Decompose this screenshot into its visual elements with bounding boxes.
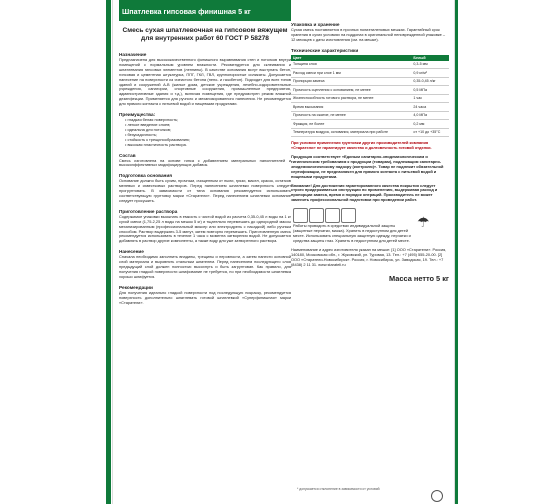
table-row: [291, 61, 449, 69]
manufacturer-text: Наименование и адрес изготовителя указан на мешке: [1] ООО «Старатели». Россия, 140180, Московская обл., г. Жуковский, ул. Туровая, 13. Тел.: +7 (495) 555-20-00. [2] ООО «Старатели-Новосибирск». Россия, г. Новосибирск, ул. Заводская, 19. Тел.: +7 (8438) 2 11 31. www.starateli.ru: [291, 247, 447, 267]
recommend-text: Для получения идеально гладкой поверхности под последующую покраску, рекомендуется поверхность дополнительно шпатлевать готовой шпатлевкой «Суперфинишная» марки «Старатели».: [119, 289, 291, 305]
table-cell: Прочность сцепления с основанием, не менее: [291, 86, 411, 95]
tech-table: [291, 55, 449, 138]
list-item: • идеальна для потолков;: [125, 128, 291, 133]
logo-icon: [431, 490, 443, 502]
prep-base-text: Основание должно быть сухим, прочным, очищенным от пыли, грязи, масел, красок, остатков мелевых и известковых растворов. Перед нанесением шпатлевки поверхность следует прогрунтовать. В зависимости от типа основания рекомендуется использовать соответствующую грунтовку марки «Старатели». Перед нанесением шпатлевки основание следует просушить.: [119, 178, 291, 203]
table-row: [291, 94, 449, 103]
tech-heading: Технические характеристики: [291, 47, 359, 53]
table-cell: Прочность на сжатие, не менее: [291, 111, 411, 120]
right-column: [291, 0, 449, 283]
storage-text: Сухая смесь поставляется в прочных полиэтиленовых мешках. Гарантийный срок хранения в сухих условиях на поддонах в оригинальной неповрежденной упаковке – 12 месяцев с даты изготовления (см. на мешке).: [291, 27, 446, 42]
table-cell: Толщина слоя: [291, 61, 411, 69]
table-cell: Пропорции замеса: [291, 77, 411, 86]
table-cell: Температура воздуха, основания, материала при работе: [291, 128, 411, 137]
child-warning-icon: [341, 208, 356, 223]
advantages-list: [119, 118, 291, 147]
advantages-heading: Преимущества:: [119, 112, 156, 118]
table-cell: 0,9 кг/м²: [411, 69, 449, 78]
safety-icons: [291, 206, 449, 246]
table-row: [291, 128, 449, 137]
page-title: Шпатлевка гипсовая финишная 5 кг: [119, 0, 291, 21]
prep-mix-heading: Приготовление раствора: [119, 208, 178, 214]
table-row: [291, 103, 449, 112]
table-cell: Расход смеси при слое 1 мм: [291, 69, 411, 78]
apply-text: Сначала необходимо заполнить впадины, трещины и неровности, а затем нанести основной слой материала и выровнять стальным шпателем. Перед нанесением последующего слоя предыдущий слой должен полностью высохнуть и быть загрунтован. Как правило, для получения гладкой поверхности шлифование не требуется, но при необходимости шпатлевка хорошо шлифуется.: [119, 254, 291, 279]
table-cell: 4,0 МПа: [411, 111, 449, 120]
table-cell: 24 часа: [411, 103, 449, 112]
table-cell: 0,3-5 мм: [411, 61, 449, 69]
table-cell: 0,35-0,45 л/кг: [411, 77, 449, 86]
composition-heading: Состав: [119, 152, 136, 158]
safety-text: Работы проводить в средствах индивидуальной защиты (защитные перчатки, маска). Хранить в недоступном для детей месте. Использовать специальную защитную одежду, перчатки и средства защиты глаз. Хранить в недоступном для детей месте.: [293, 223, 411, 243]
prep-mix-text: Содержимое упаковки высыпать в емкость с чистой водой из расчета 0,35-0,45 л воды на 1 кг сухой смеси (1,75-2,25 л воды на мешок 5 кг) и тщательно перемешать до однородной массы механизированным (профессиональный миксер или электродрель с насадкой) либо ручным способом. Раствор выдержать 3-5 минут, затем повторно перемешать. Приготовленную смесь рекомендуется использовать в течение 1 часа с момента затворения водой. Не допускается добавлять в раствор другие компоненты, а также воду для уже затворенного раствора.: [119, 213, 291, 244]
goggles-icon: [309, 208, 324, 223]
certification-text: Продукция соответствует «Единым санитарно-эпидемиологическим и гигиеническим требованиям к продукции (товарам), подлежащим санитарно-эпидемиологическому надзору (контролю)». Товар не подлежит обязательной сертификации, не предназначен для прямого контакта с питьевой водой и пищевыми продуктами.: [291, 154, 444, 179]
purpose-heading: Назначение: [119, 52, 147, 57]
table-row: [291, 69, 449, 78]
warning-text: При условии применения грунтовки других производителей компания «Старатели» не гарантирует качество и долговечность готовой отделки.: [291, 140, 432, 151]
table-cell: 1 час: [411, 94, 449, 103]
purpose-text: Предназначена для высококачественного финишного выравнивания стен и потолков внутри помещений с нормальным уровнем влажности. Рекомендуется для склеивания и шпатлевания гипсовых элементов (лепнины). В качестве основания могут выступать бетон, гипсовая и цементная штукатурка, ППГ, ГКЛ, ГВЛ, крупнопористые силикаты. Допускается нанесение на поверхности из ячеистого бетона (пено- и газобетон). Подходит для всех типов зданий и сооружений А-В (жилые дома, детские учреждения, лечебно-оздоровительные учреждения, санатории, спортивные сооружения, промышленные предприятия, административные здания и т.д.), включая помещения, где предусмотрен режим влажной дезинфекции. Применяется для ручного и механизированного нанесения. Не рекомендуется для прямого контакта с питьевой водой и пищевыми продуктами.: [119, 57, 291, 107]
table-row: [291, 120, 449, 129]
table-cell: 0,5 МПа: [411, 86, 449, 95]
table-header-cell: Цвет: [291, 55, 411, 61]
storage-heading: Упаковка и хранение: [291, 22, 340, 27]
table-cell: 0,2 мм: [411, 120, 449, 129]
product-title: Смесь сухая шпатлевочная на гипсовом вяжущем для внутренних работ 60 ГОСТ Р 58278: [122, 27, 288, 42]
table-cell: Время высыхания: [291, 103, 411, 112]
recommend-heading: Рекомендации: [119, 284, 153, 290]
keep-dry-icon: ☂: [417, 214, 430, 231]
table-cell: Жизнеспособность готового раствора, не менее: [291, 94, 411, 103]
table-cell: Фракция, не более: [291, 120, 411, 129]
footnote: * допускается отклонение в зависимости от условий: [297, 487, 380, 491]
list-item: • высокая пластичность раствора.: [125, 143, 291, 148]
net-weight: Масса нетто 5 кг: [389, 273, 449, 283]
prep-base-heading: Подготовка основания: [119, 173, 172, 179]
table-row: [291, 111, 449, 120]
left-accent-bar: [106, 0, 111, 504]
table-row: [291, 86, 449, 95]
list-item: • стойкость к трещинообразованию;: [125, 138, 291, 143]
table-header-cell: Белый: [411, 55, 449, 61]
attention-text: Внимание! Для достижения гарантированного качества покрытия следует строго придерживаться инструкции по применению, выдерживая расход и пропорции замеса, время и порядок операций. Производитель не может заменить профессиональной подготовки при проведении работ.: [291, 182, 438, 203]
composition-text: Смесь изготовлена на основе гипса с добавлением минеральных наполнителей и высокоэффективных модифицирующих добавок.: [119, 157, 291, 168]
apply-heading: Нанесение: [119, 249, 144, 255]
product-sheet: [112, 0, 455, 504]
left-column: [119, 0, 291, 306]
mask-icon: [325, 208, 340, 223]
table-row: [291, 77, 449, 86]
table-cell: от +10 до +35°С: [411, 128, 449, 137]
list-item: • легкое введение слоев;: [125, 123, 291, 128]
list-item: • гладкая белая поверхность;: [125, 118, 291, 123]
gloves-icon: [293, 208, 308, 223]
list-item: • безусадочность;: [125, 133, 291, 138]
